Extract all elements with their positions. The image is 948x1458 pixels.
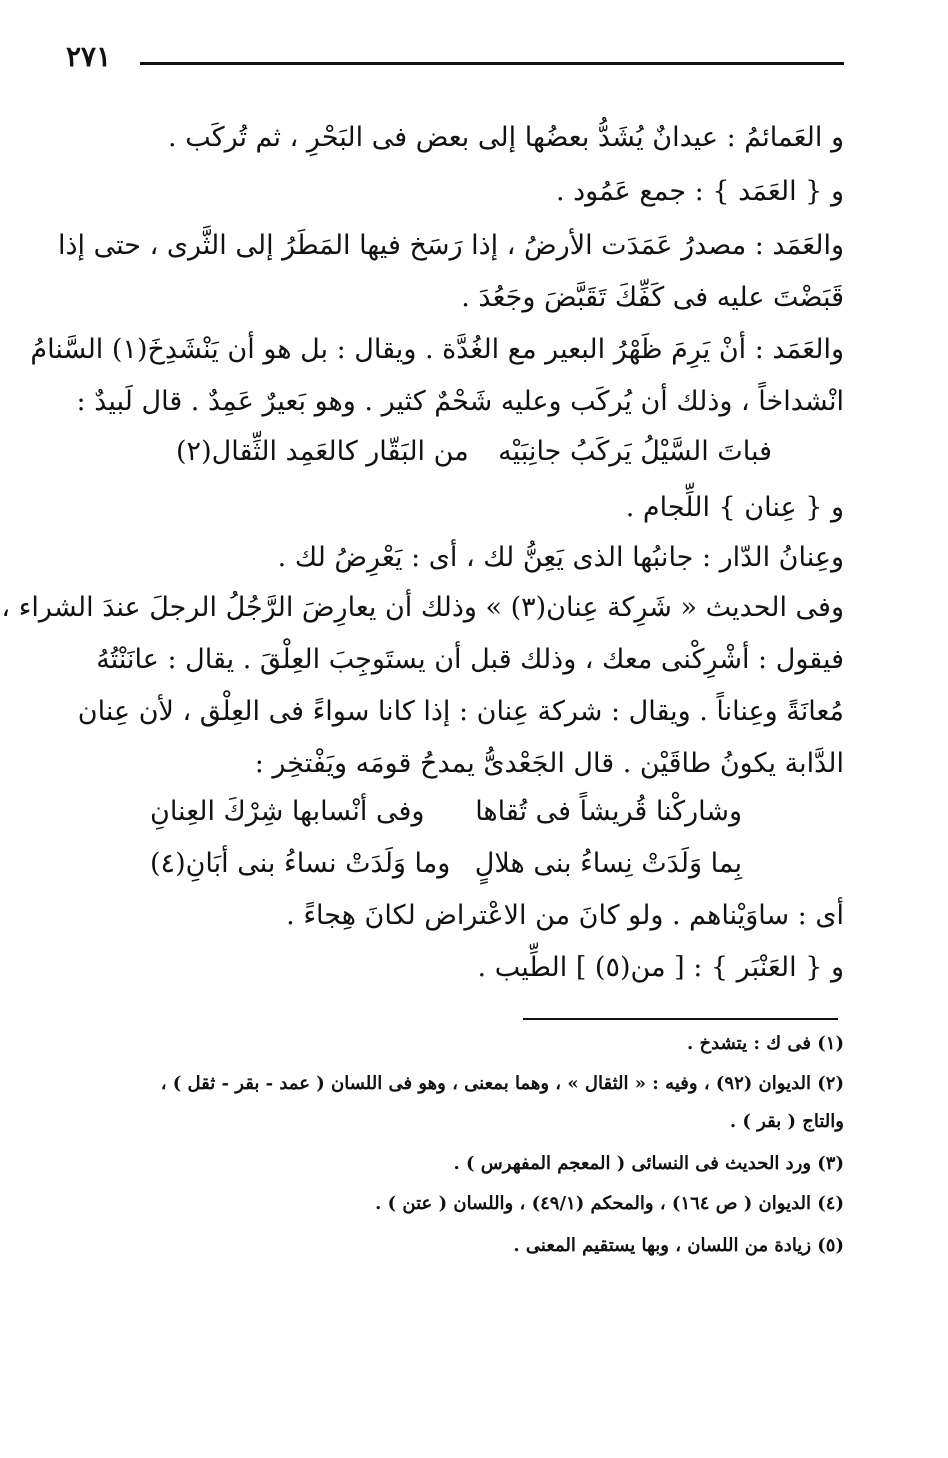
footnote: (١) فى ك : يتشدخ . xyxy=(687,1033,844,1054)
page-number: ٢٧١ xyxy=(66,40,112,73)
body-line: والعَمَد : مصدرُ عَمَدَت الأرضُ ، إذا رَسَخ فيها المَطَرُ إلى الثَّرى ، حتى إذا xyxy=(58,230,844,261)
footnote: (٤) الديوان ( ص ١٦٤) ، والمحكم (٤٩/١) ، واللسان ( عتن ) . xyxy=(375,1193,844,1214)
verse-hemistich: بِما وَلَدَتْ نِساءُ بنى هلالٍ xyxy=(474,848,742,879)
entry-heading-amad: و { العَمَد } : جمع عَمُود . xyxy=(555,176,844,207)
body-line: مُعانَةً وعِناناً . ويقال : شركة عِنان : إذا كانا سواءً فى العِلْق ، لأن عِنان xyxy=(77,696,844,727)
footnote: (٢) الديوان (٩٢) ، وفيه : « الثقال » ، وهما بمعنى ، وهو فى اللسان ( عمد - بقر - ثقل ) ، xyxy=(160,1073,844,1094)
entry-heading-inan: و { عِنان } اللِّجام . xyxy=(625,492,844,523)
header-rule xyxy=(140,62,844,65)
verse-hemistich: وشاركْنا قُريشاً فى تُقاها xyxy=(475,796,742,827)
verse-hemistich: وفى أنْسابها شِرْكَ العِنانِ xyxy=(150,796,425,827)
body-line: انْشداخاً ، وذلك أن يُركَب وعليه شَحْمٌ كثير . وهو بَعيرٌ عَمِدٌ . قال لَبيدٌ : xyxy=(76,386,844,417)
body-line: قَبَضْتَ عليه فى كَفِّكَ تَقَبَّضَ وجَعُدَ . xyxy=(461,282,844,313)
verse-hemistich: من البَقّار كالعَمِد الثِّقال(٢) xyxy=(176,436,469,467)
body-line: و العَمائمُ : عيدانٌ يُشَدُّ بعضُها إلى بعض فى البَحْرِ ، ثم تُركَب . xyxy=(168,122,844,153)
verse-hemistich: فباتَ السَّيْلُ يَركَبُ جانِبَيْه xyxy=(498,436,772,467)
body-line: وفى الحديث « شَرِكة عِنان(٣) » وذلك أن يعارِضَ الرَّجُلُ الرجلَ عندَ الشراء ، xyxy=(1,592,844,623)
footnote-rule xyxy=(523,1018,838,1020)
footnote-continuation: والتاج ( بقر ) . xyxy=(729,1111,844,1132)
body-line: أى : ساوَيْناهم . ولو كانَ من الاعْتراض لكانَ هِجاءً . xyxy=(286,900,844,931)
body-line: والعَمَد : أنْ يَرِمَ ظَهْرُ البعير مع الغُدَّة . ويقال : بل هو أن يَنْشَدِخَ(١) السَّنامُ xyxy=(30,334,844,365)
body-line: الدَّابة يكونُ طاقَيْن . قال الجَعْدىُّ يمدحُ قومَه ويَفْتخِر : xyxy=(254,748,844,779)
body-line: وعِنانُ الدّار : جانبُها الذى يَعِنُّ لك ، أى : يَعْرِضُ لك . xyxy=(277,542,844,573)
verse-hemistich: وما وَلَدَتْ نساءُ بنى أبَانِ(٤) xyxy=(150,848,451,879)
footnote: (٣) ورد الحديث فى النسائى ( المعجم المفهرس ) . xyxy=(453,1153,844,1174)
footnote: (٥) زيادة من اللسان ، وبها يستقيم المعنى . xyxy=(513,1235,844,1256)
body-line: فيقول : أشْرِكْنى معك ، وذلك قبل أن يستَوجِبَ العِلْقَ . يقال : عانَنْتُهُ xyxy=(96,644,844,675)
entry-heading-anbar: و { العَنْبَر } : [ من(٥) ] الطِّيب . xyxy=(477,952,844,983)
